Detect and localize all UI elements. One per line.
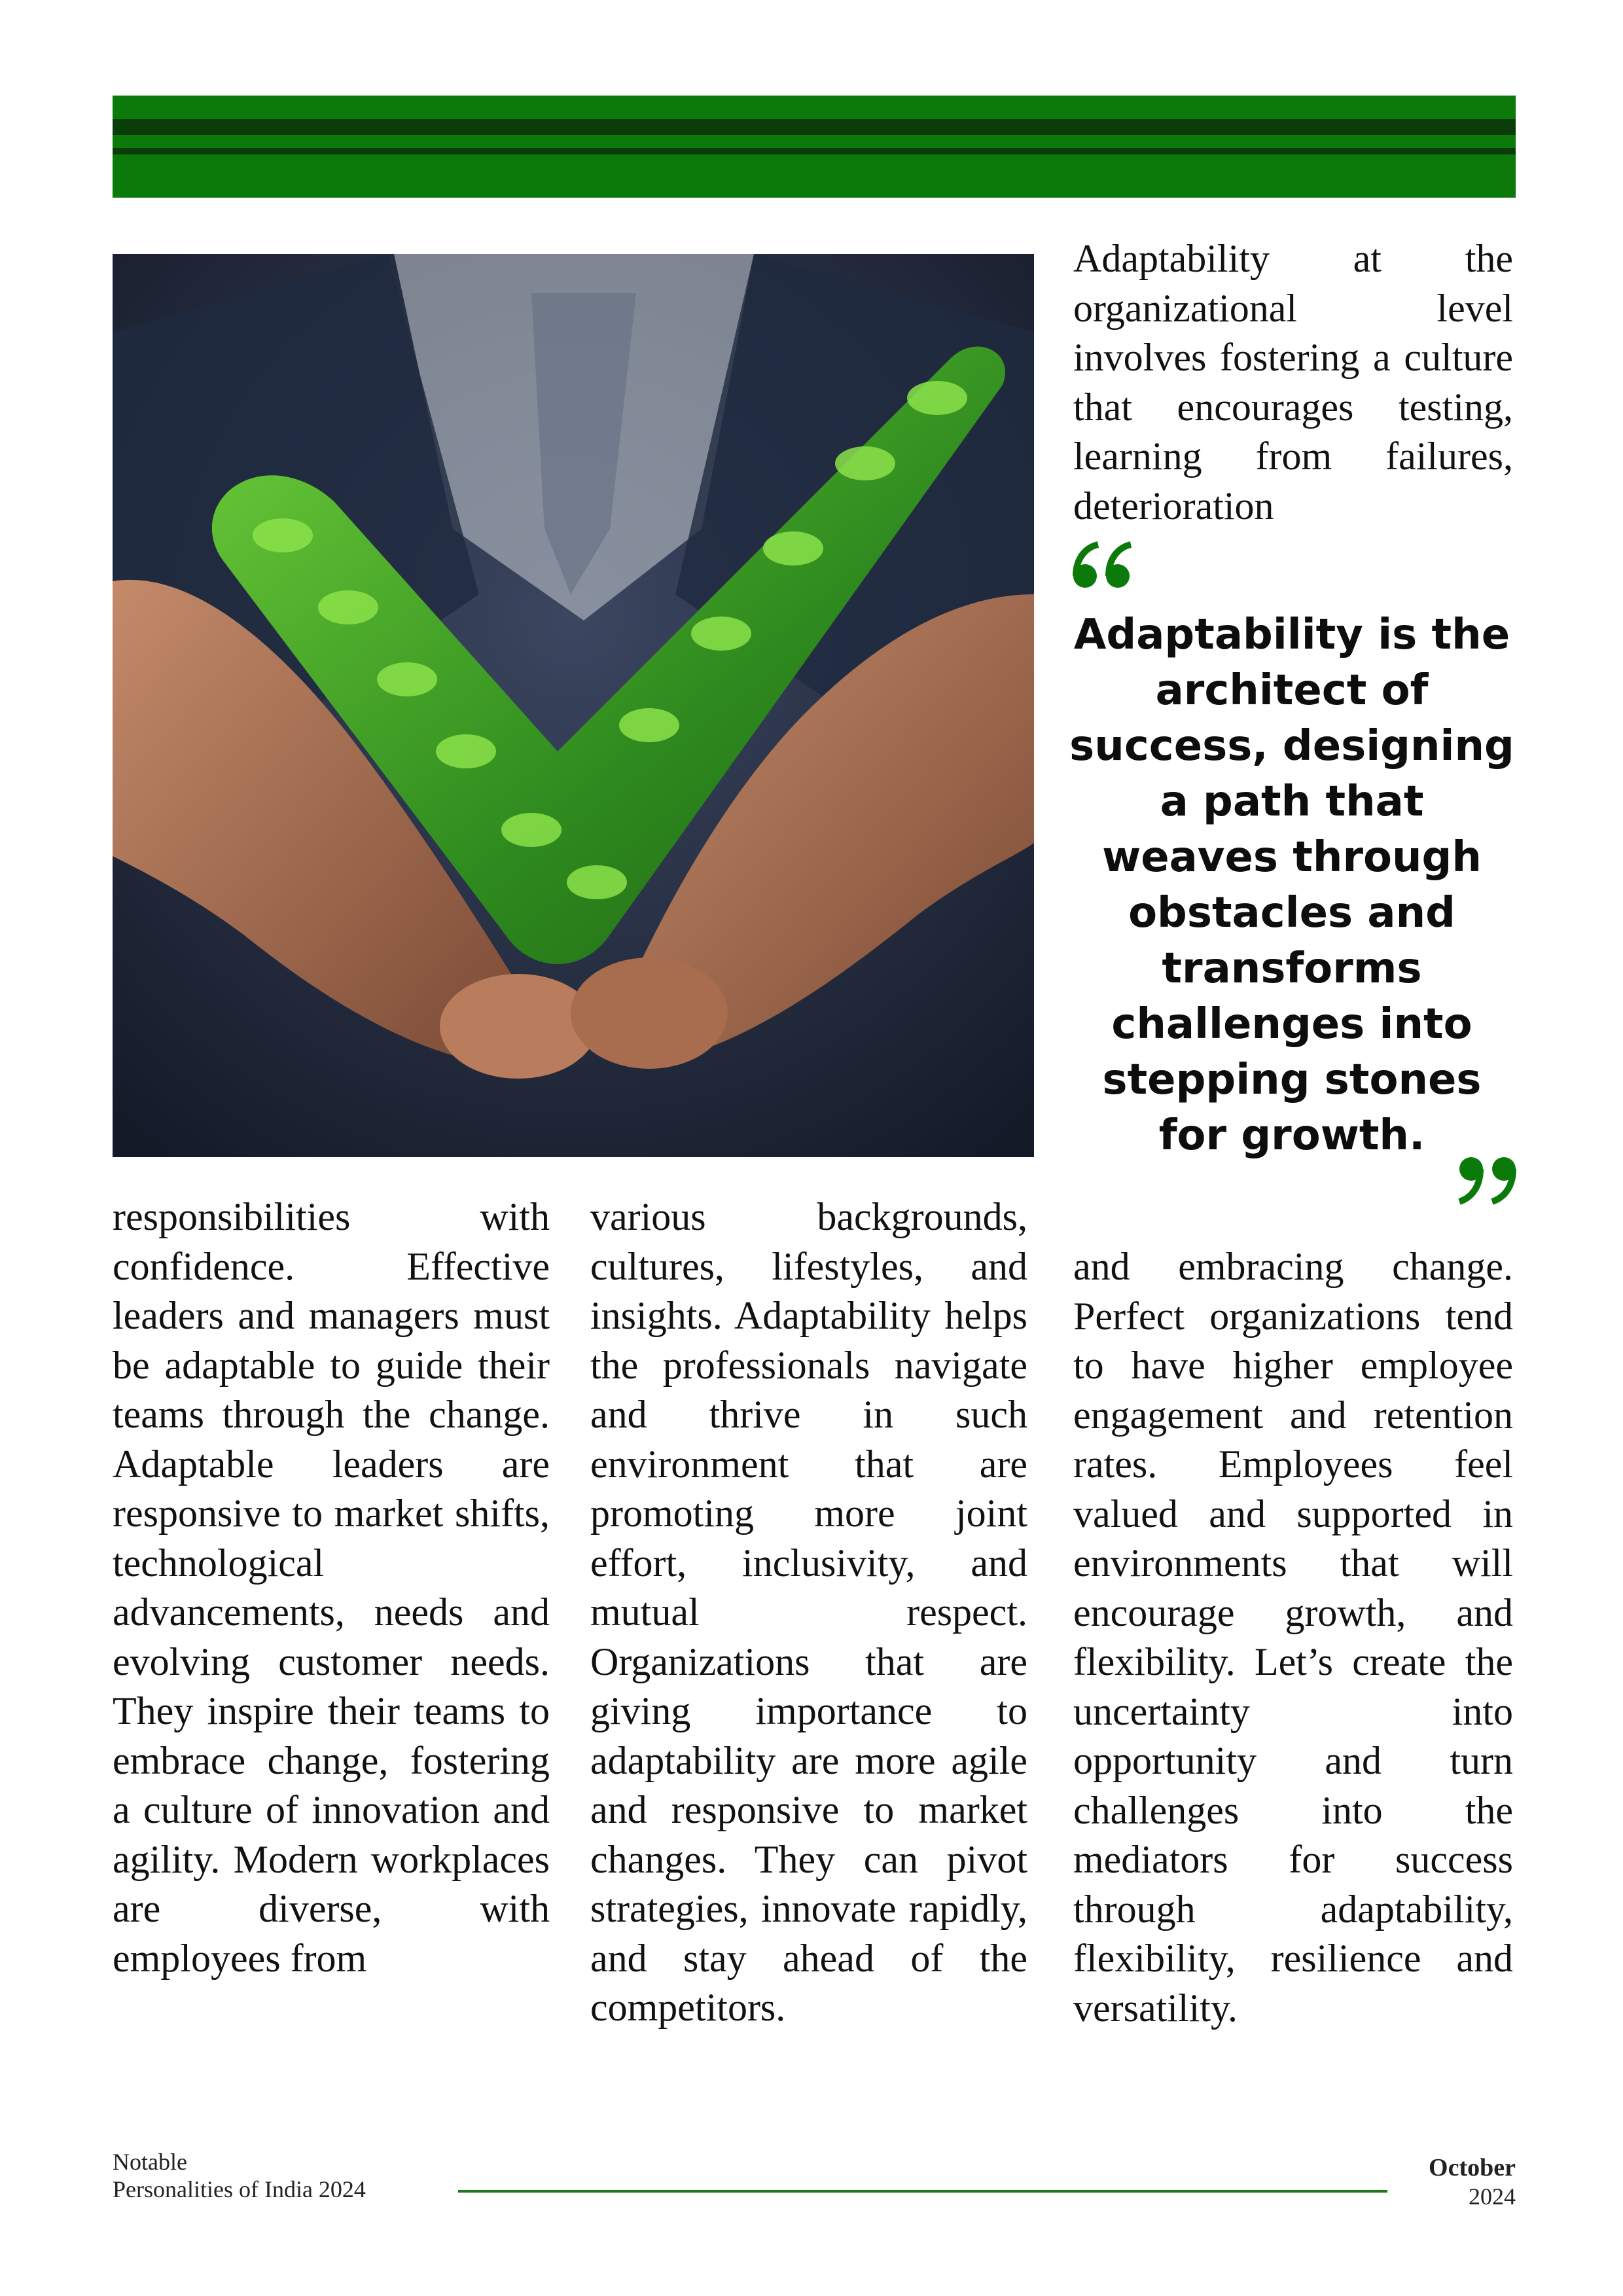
publication-line-1: Notable bbox=[113, 2149, 187, 2175]
close-quote-icon bbox=[1452, 1143, 1524, 1215]
checkmark-photo-illustration bbox=[113, 254, 1034, 1157]
issue-month: October bbox=[1429, 2154, 1516, 2181]
header-stripe bbox=[113, 135, 1516, 148]
feature-photo bbox=[113, 254, 1034, 1157]
publication-name bbox=[113, 2148, 453, 2203]
header-stripe bbox=[113, 154, 1516, 198]
header-stripe bbox=[113, 96, 1516, 119]
intro-paragraph: Adaptability at the organizational level involves fostering a culture that encourages testing, learning from failures, deterioration bbox=[1073, 237, 1513, 528]
issue-year: 2024 bbox=[1469, 2183, 1516, 2210]
header-stripe bbox=[113, 148, 1516, 154]
publication-line-2: Personalities of India 2024 bbox=[113, 2176, 366, 2202]
pull-quote: Adaptability is the architect of success, designing a path that weaves through obstacles and transforms challenges into stepping stones for growth. bbox=[1069, 611, 1514, 1160]
open-quote-icon bbox=[1067, 535, 1145, 607]
issue-date bbox=[1394, 2153, 1516, 2211]
body-column-3: and embracing change. Perfect organizations tend to have higher employee engagement and retention rates. Employees feel valued and supported in environments that will encourage growth, and flexibility. Let’s create the uncertainty into opportunity and turn challenges into the mediators for success through adaptability, flexibility, resilience and versatility. bbox=[1073, 1245, 1513, 2030]
body-column-1: responsibilities with confidence. Effective leaders and managers must be adaptable to guide their teams through the change. Adaptable leaders are responsive to market shifts, technological advancements, needs and evolving customer needs. They inspire their teams to embrace change, fostering a culture of innovation and agility. Modern workplaces are diverse, with employees from bbox=[113, 1195, 550, 1980]
body-column-2: various backgrounds, cultures, lifestyles, and insights. Adaptability helps the professionals navigate and thrive in such environment that are promoting more joint effort, inclusivity, and mutual respect. Organizations that are giving importance to adaptability are more agile and responsive to market changes. They can pivot strategies, innovate rapidly, and stay ahead of the competitors. bbox=[590, 1195, 1027, 2029]
header-stripe bbox=[113, 119, 1516, 135]
footer-divider bbox=[458, 2190, 1387, 2193]
